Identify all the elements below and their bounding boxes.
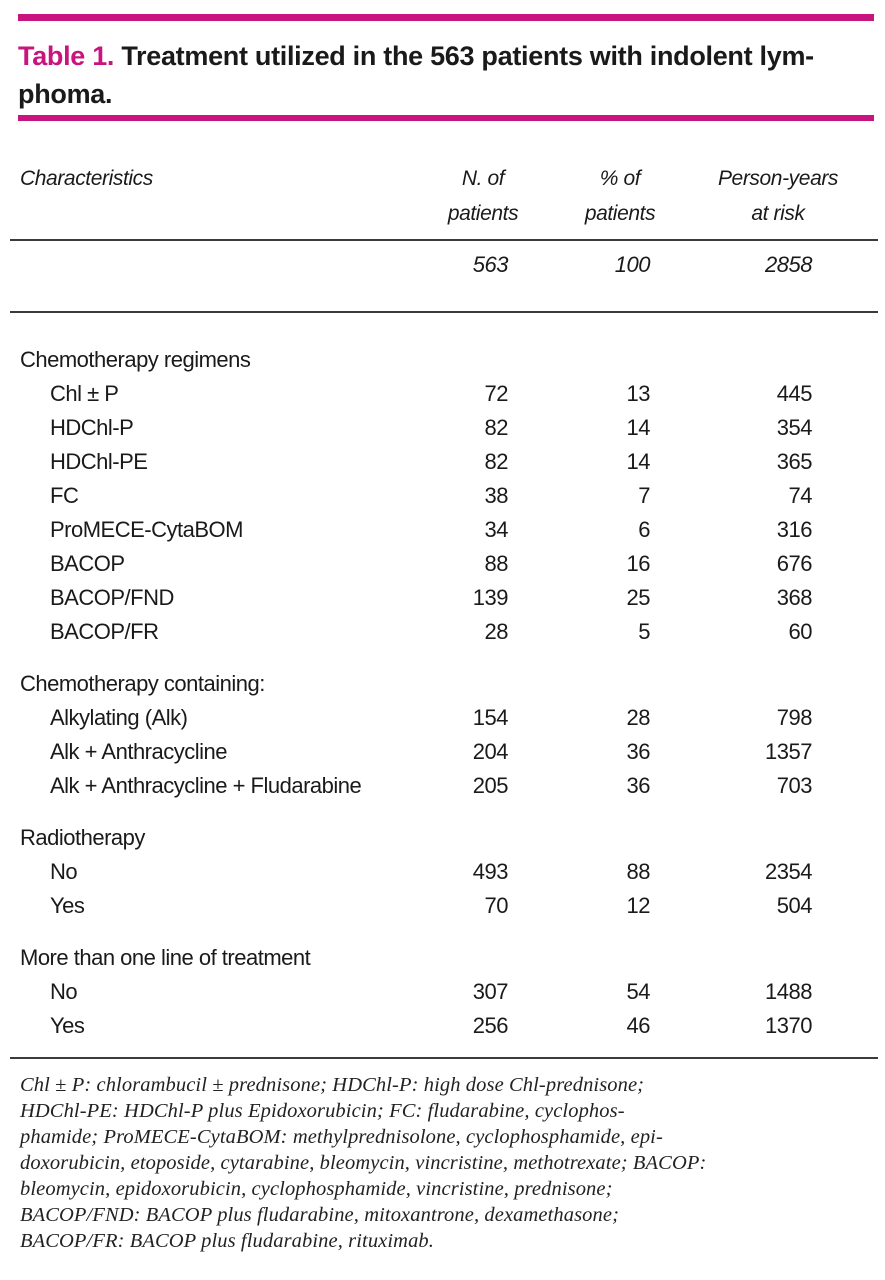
row-label: Alk + Anthracycline [50, 739, 227, 764]
row-pct: 12 [626, 893, 650, 918]
row-pct: 54 [626, 979, 650, 1004]
footnote-line: bleomycin, epidoxorubicin, cyclophosphamide, vincristine, prednisone; [20, 1178, 613, 1200]
row-py: 1488 [765, 979, 812, 1004]
row-py: 2354 [765, 859, 812, 884]
column-header-characteristics: Characteristics [20, 167, 153, 190]
table-row [18, 581, 874, 615]
table-section [18, 343, 874, 649]
row-label: BACOP/FR [50, 619, 159, 644]
row-label: No [50, 859, 78, 884]
section-rows [18, 701, 874, 803]
row-n: 307 [472, 979, 508, 1004]
row-py: 1370 [765, 1013, 812, 1038]
row-n: 256 [472, 1013, 508, 1038]
footnote-line: BACOP/FND: BACOP plus fludarabine, mitoxantrone, dexamethasone; [20, 1204, 620, 1226]
column-header-pct-of-patients [549, 161, 691, 231]
column-header-n-line2: patients [447, 202, 519, 225]
footnote-line: phamide; ProMECE-CytaBOM: methylprednisolone, cyclophosphamide, epi- [20, 1126, 663, 1148]
row-pct: 14 [626, 415, 650, 440]
accent-bar-top [18, 14, 874, 21]
table-row [18, 975, 874, 1009]
column-header-pct-line2: patients [584, 202, 656, 225]
section-header: More than one line of treatment [20, 945, 311, 970]
totals-pct-patients: 100 [614, 252, 650, 277]
section-header: Radiotherapy [20, 825, 145, 850]
row-n: 88 [484, 551, 508, 576]
row-label: Yes [50, 893, 85, 918]
table-row [18, 855, 874, 889]
column-header-pct-line1: % of [599, 167, 641, 190]
table-content [18, 14, 874, 1254]
footnote-line: Chl ± P: chlorambucil ± prednisone; HDChl-P: high dose Chl-prednisone; [20, 1074, 645, 1096]
table-body [18, 313, 874, 1043]
column-header-person-years [680, 161, 876, 231]
row-pct: 13 [626, 381, 650, 406]
row-py: 354 [776, 415, 812, 440]
row-pct: 25 [626, 585, 650, 610]
row-py: 703 [776, 773, 812, 798]
row-pct: 36 [626, 773, 650, 798]
row-n: 205 [472, 773, 508, 798]
row-pct: 6 [638, 517, 650, 542]
column-header-row [18, 161, 874, 236]
column-header-py-line2: at risk [751, 202, 805, 225]
footnote-line: doxorubicin, etoposide, cytarabine, bleomycin, vincristine, methotrexate; BACOP: [20, 1152, 707, 1174]
column-header-n-of-patients [423, 161, 543, 231]
totals-n-patients: 563 [472, 252, 508, 277]
section-rows [18, 855, 874, 923]
row-py: 1357 [765, 739, 812, 764]
row-py: 798 [776, 705, 812, 730]
totals-row [18, 241, 874, 311]
row-n: 38 [484, 483, 508, 508]
table-section [18, 941, 874, 1043]
table-row [18, 889, 874, 923]
row-label: HDChl-P [50, 415, 134, 440]
table-row [18, 615, 874, 649]
row-py: 316 [776, 517, 812, 542]
section-rows [18, 975, 874, 1043]
footnote-line: BACOP/FR: BACOP plus fludarabine, rituximab. [20, 1230, 434, 1252]
footnote-line: HDChl-PE: HDChl-P plus Epidoxorubicin; FC: fludarabine, cyclophos- [20, 1100, 625, 1122]
row-n: 204 [472, 739, 508, 764]
table-section [18, 821, 874, 923]
row-label: HDChl-PE [50, 449, 148, 474]
row-label: Alkylating (Alk) [50, 705, 188, 730]
section-header: Chemotherapy regimens [20, 347, 251, 372]
totals-label [18, 250, 388, 280]
row-n: 34 [484, 517, 508, 542]
row-n: 82 [484, 449, 508, 474]
table-title-line2: phoma. [18, 79, 113, 109]
row-pct: 7 [638, 483, 650, 508]
row-pct: 14 [626, 449, 650, 474]
footnote [18, 1072, 874, 1254]
row-label: Chl ± P [50, 381, 119, 406]
table-row [18, 735, 874, 769]
row-label: Alk + Anthracycline + Fludarabine [50, 773, 362, 798]
totals-person-years: 2858 [765, 252, 812, 277]
section-rows [18, 377, 874, 649]
row-py: 445 [776, 381, 812, 406]
table-title [18, 37, 874, 113]
row-py: 60 [788, 619, 812, 644]
row-n: 154 [472, 705, 508, 730]
table-title-line1: Treatment utilized in the 563 patients with indolent lym- [121, 41, 814, 71]
table-number-label: Table 1. [18, 41, 115, 71]
row-py: 368 [776, 585, 812, 610]
table-row [18, 769, 874, 803]
row-label: FC [50, 483, 79, 508]
column-header-n-line1: N. of [461, 167, 505, 190]
table-row [18, 1009, 874, 1043]
row-py: 74 [788, 483, 812, 508]
row-label: BACOP/FND [50, 585, 174, 610]
section-header: Chemotherapy containing: [20, 671, 265, 696]
row-label: ProMECE-CytaBOM [50, 517, 243, 542]
row-pct: 36 [626, 739, 650, 764]
row-pct: 88 [626, 859, 650, 884]
row-pct: 28 [626, 705, 650, 730]
table-row [18, 513, 874, 547]
row-pct: 46 [626, 1013, 650, 1038]
table-row [18, 377, 874, 411]
row-label: Yes [50, 1013, 85, 1038]
row-n: 70 [484, 893, 508, 918]
row-py: 504 [776, 893, 812, 918]
column-header-py-line1: Person-years [717, 167, 839, 190]
table-row [18, 701, 874, 735]
table-row [18, 479, 874, 513]
row-n: 493 [472, 859, 508, 884]
accent-bar-title-bottom [18, 115, 874, 121]
table-row [18, 547, 874, 581]
table-row [18, 445, 874, 479]
table-row [18, 411, 874, 445]
row-py: 676 [776, 551, 812, 576]
row-n: 28 [484, 619, 508, 644]
row-pct: 5 [638, 619, 650, 644]
row-label: No [50, 979, 78, 1004]
row-n: 82 [484, 415, 508, 440]
row-n: 72 [484, 381, 508, 406]
table-rule-above-footnote [10, 1057, 878, 1059]
row-label: BACOP [50, 551, 125, 576]
row-n: 139 [472, 585, 508, 610]
row-py: 365 [776, 449, 812, 474]
table-section [18, 667, 874, 803]
row-pct: 16 [626, 551, 650, 576]
